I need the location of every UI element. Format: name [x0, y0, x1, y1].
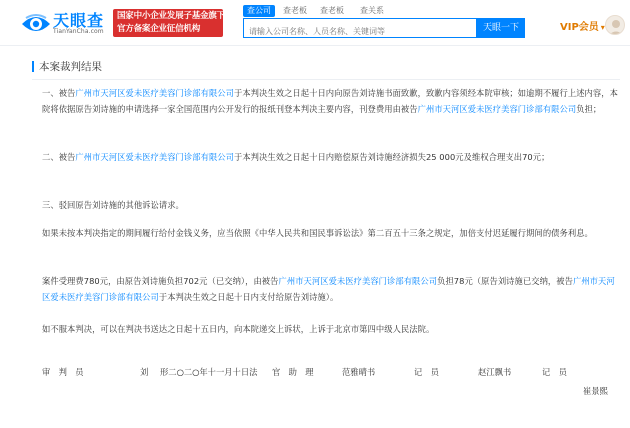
top-header: [0, 0, 630, 46]
item-1-suffix: 负担；: [576, 104, 602, 114]
logo-eye-icon: [20, 8, 52, 38]
search-input[interactable]: [244, 23, 476, 41]
avatar[interactable]: [605, 15, 625, 35]
tab-search-company[interactable]: 查公司: [243, 5, 275, 17]
item-1-prefix: 一、被告: [42, 88, 76, 98]
section-accent-bar: [32, 61, 34, 72]
company-link[interactable]: 广州市天河区爱未医疗美容门诊部有限公司: [75, 88, 234, 98]
judgment-date: 形二○二○年十一月十日法: [160, 367, 258, 377]
item-1-text: 于本判决生效之日起十日内向原告刘诗施书面致歉，致歉内容须经本院审核；如逾期不履行上述内容，本院将依据原告刘诗施的申请选择一家全国范围内公开发行的报纸刊登本判决主要内容，刊登费用由被告: [42, 88, 618, 114]
judgment-item-3: 三、驳回原告刘诗施的其他诉讼请求。: [42, 200, 184, 210]
fee-prefix: 案件受理费780元，由原告刘诗施负担702元（已交纳），由被告: [42, 276, 279, 286]
judgment-interest-note: 如果未按本判决指定的期间履行给付金钱义务，应当依照《中华人民共和国民事诉讼法》第二百五十三条之规定，加倍支付迟延履行期间的债务利息。: [42, 228, 593, 238]
promo-line-2: 官方备案企业征信机构: [117, 24, 201, 34]
tab-search-relation[interactable]: 查关系: [360, 6, 384, 15]
clerk-name: 范雅晴书: [342, 367, 376, 377]
search-box: [243, 18, 477, 38]
tab-search-boss-2[interactable]: 查老板: [320, 6, 344, 15]
fee-suffix: 于本判决生效之日起十日内支付给原告刘诗施）。: [158, 292, 339, 302]
signature-last-name: 崔景熙: [583, 386, 608, 396]
user-avatar-icon: [606, 16, 625, 35]
company-link[interactable]: 广州市天河区爱未医疗美容门诊部有限公司: [278, 276, 438, 286]
signature-row: [42, 366, 620, 380]
logo-subtext: TianYanCha.com: [53, 28, 104, 35]
company-link[interactable]: 广州市天河区爱未医疗美容门诊部有限公司: [417, 104, 577, 114]
tab-search-boss[interactable]: 查老板: [283, 6, 307, 15]
recorder-label: 记 员: [414, 367, 439, 377]
vip-menu[interactable]: [560, 18, 605, 33]
promo-banner[interactable]: [113, 9, 223, 37]
company-link[interactable]: 广州市天河区爱未医疗美容门诊部有限公司: [42, 276, 615, 302]
logo-text: 天眼查: [53, 11, 105, 30]
chevron-down-icon: ▾: [600, 23, 605, 32]
recorder-name: 赵江飘书: [478, 367, 512, 377]
recorder-2-label: 记 员: [542, 367, 567, 377]
item-2-prefix: 二、被告: [42, 152, 76, 162]
section-divider: [32, 79, 620, 80]
promo-line-1: 国家中小企业发展子基金旗下: [117, 11, 225, 21]
vip-label: VIP会员: [560, 22, 599, 33]
judgment-appeal-note: 如不服本判决，可以在判决书送达之日起十五日内，向本院递交上诉状，上诉于北京市第四中级人民法院。: [42, 324, 435, 334]
judgment-content: [0, 47, 630, 428]
judgment-fee-note: [42, 273, 620, 305]
judge-name: 刘: [140, 367, 149, 377]
clerk-label: 官 助 理: [272, 367, 314, 377]
company-link[interactable]: 广州市天河区爱未医疗美容门诊部有限公司: [75, 152, 234, 162]
judge-label: 审 判 员: [42, 367, 84, 377]
site-logo[interactable]: [20, 8, 112, 38]
item-2-text: 于本判决生效之日起十日内赔偿原告刘诗施经济损失25 000元及维权合理支出70元；: [233, 152, 550, 162]
judgment-item-2: [42, 149, 620, 165]
judgment-item-1: [42, 85, 620, 117]
fee-text: 负担78元（原告刘诗施已交纳，被告: [437, 276, 573, 286]
section-title: 本案裁判结果: [39, 61, 102, 73]
search-button[interactable]: 天眼一下: [477, 18, 525, 38]
